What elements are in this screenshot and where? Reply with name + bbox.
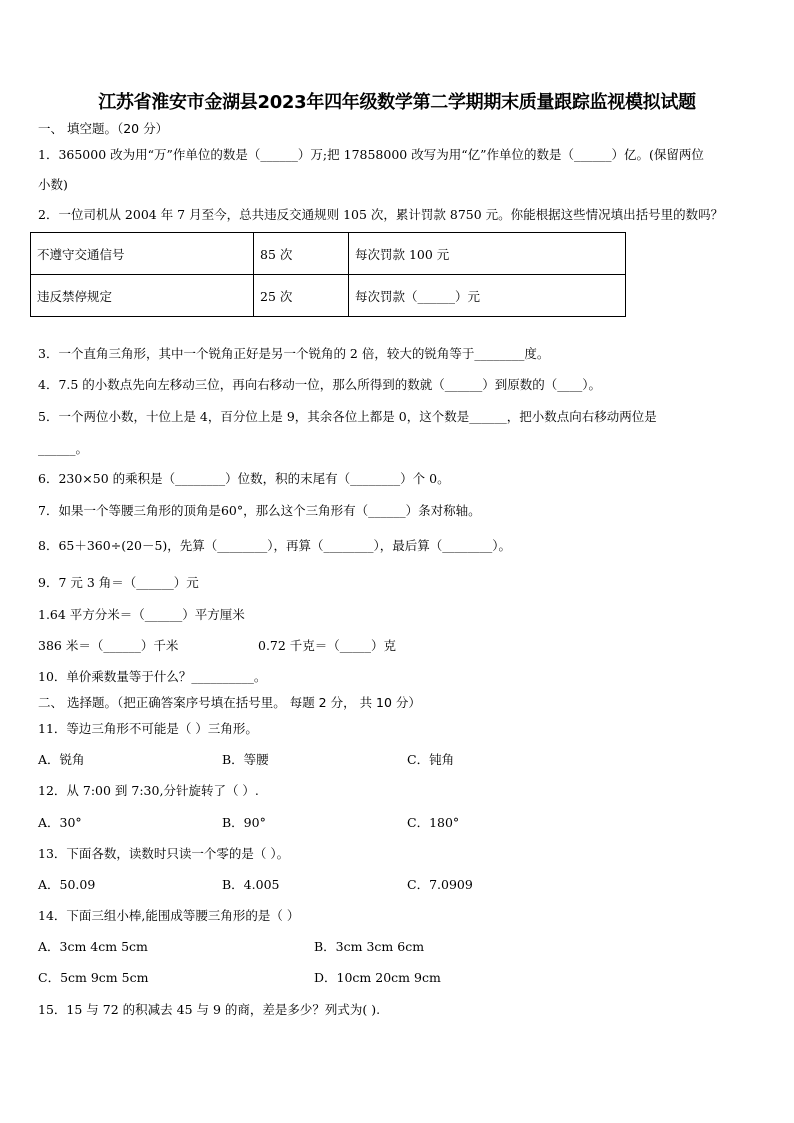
question-14-option-b: B．3cm 3cm 6cm xyxy=(314,939,425,954)
section-heading-fill: 一、 填空题。（20 分） xyxy=(38,121,169,136)
question-12-option-b: B．90° xyxy=(222,815,266,830)
question-7: 7．如果一个等腰三角形的顶角是60°，那么这个三角形有（______）条对称轴。 xyxy=(38,503,481,518)
question-9-line-3a: 386 米＝（______）千米 xyxy=(38,638,179,653)
fines-table xyxy=(30,232,626,317)
question-5-line-1: 5．一个两位小数，十位上是 4，百分位上是 9，其余各位上都是 0，这个数是______，把小数点向右移动两位是 xyxy=(38,409,657,424)
question-2: 2．一位司机从 2004 年 7 月至今，总共违反交通规则 105 次，累计罚款 8750 元。你能根据这些情况填出括号里的数吗？ xyxy=(38,207,724,222)
question-3: 3．一个直角三角形，其中一个锐角正好是另一个锐角的 2 倍，较大的锐角等于________度。 xyxy=(38,346,550,361)
question-9-line-1: 9．7 元 3 角＝（______）元 xyxy=(38,575,199,590)
question-11-option-a: A．锐角 xyxy=(38,752,85,767)
table-cell: 85 次 xyxy=(254,233,349,275)
question-14-option-a: A．3cm 4cm 5cm xyxy=(38,939,148,954)
section-heading-choice: 二、 选择题。（把正确答案序号填在括号里。 每题 2 分， 共 10 分） xyxy=(38,695,421,710)
question-9-line-3b: 0.72 千克＝（_____）克 xyxy=(258,638,397,653)
question-6: 6．230×50 的乘积是（________）位数，积的末尾有（________）个 0。 xyxy=(38,471,450,486)
page-title: 江苏省淮安市金湖县2023年四年级数学第二学期期末质量跟踪监视模拟试题 xyxy=(98,92,696,113)
question-4: 4．7.5 的小数点先向左移动三位，再向右移动一位，那么所得到的数就（______）到原数的（____）。 xyxy=(38,377,602,392)
question-11: 11．等边三角形不可能是（ ）三角形。 xyxy=(38,721,258,736)
question-12: 12．从 7:00 到 7:30,分针旋转了（ ）. xyxy=(38,783,259,798)
table-cell: 每次罚款（______）元 xyxy=(349,275,626,317)
question-13: 13．下面各数，读数时只读一个零的是（ ）。 xyxy=(38,846,290,861)
table-cell: 违反禁停规定 xyxy=(31,275,254,317)
question-13-option-b: B．4.005 xyxy=(222,877,280,892)
question-11-option-b: B．等腰 xyxy=(222,752,269,767)
question-10: 10．单价乘数量等于什么？__________。 xyxy=(38,669,267,684)
question-14-option-d: D．10cm 20cm 9cm xyxy=(314,970,441,985)
question-5-line-2: ______。 xyxy=(38,441,89,456)
question-1-line-2: 小数) xyxy=(38,177,68,192)
table-cell: 不遵守交通信号 xyxy=(31,233,254,275)
question-12-option-a: A．30° xyxy=(38,815,82,830)
question-1-line-1: 1．365000 改为用“万”作单位的数是（______）万;把 17858000 改写为用“亿”作单位的数是（______）亿。(保留两位 xyxy=(38,147,704,162)
question-14: 14．下面三组小棒,能围成等腰三角形的是（ ） xyxy=(38,908,300,923)
question-12-option-c: C．180° xyxy=(407,815,460,830)
table-row xyxy=(31,275,626,317)
question-9-line-2: 1.64 平方分米＝（______）平方厘米 xyxy=(38,607,245,622)
table-cell: 25 次 xyxy=(254,275,349,317)
question-8: 8．65＋360÷(20－5)，先算（________），再算（________），最后算（________）。 xyxy=(38,538,512,553)
question-11-option-c: C．钝角 xyxy=(407,752,455,767)
table-cell: 每次罚款 100 元 xyxy=(349,233,626,275)
question-14-option-c: C．5cm 9cm 5cm xyxy=(38,970,149,985)
question-15: 15．15 与 72 的积减去 45 与 9 的商，差是多少？列式为( ). xyxy=(38,1002,381,1017)
question-13-option-a: A．50.09 xyxy=(38,877,96,892)
question-13-option-c: C．7.0909 xyxy=(407,877,473,892)
table-row xyxy=(31,233,626,275)
